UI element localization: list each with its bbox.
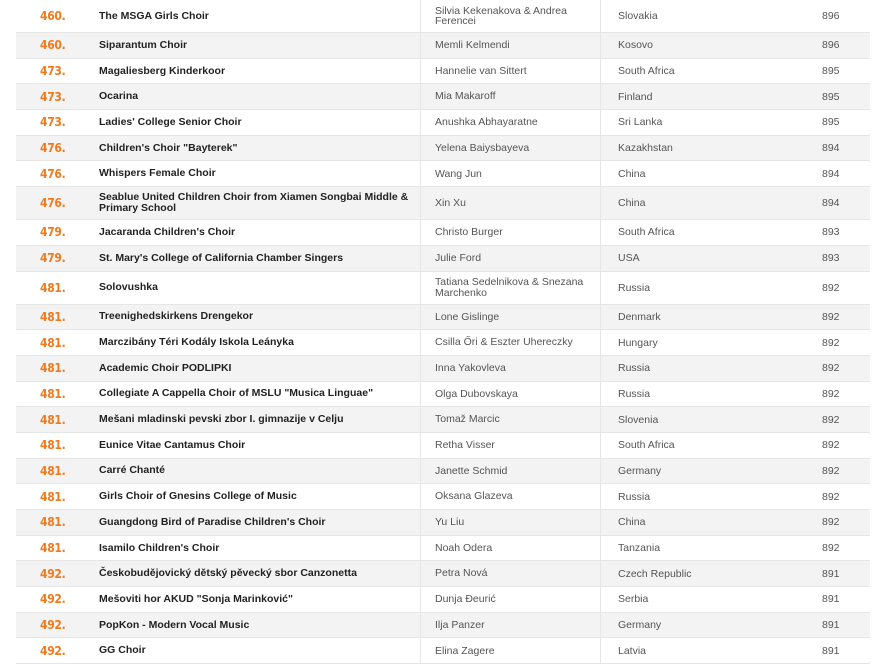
column-divider [600, 84, 601, 109]
table-row [16, 0, 870, 33]
score-cell: 896 [822, 10, 840, 22]
column-divider [420, 84, 421, 109]
column-divider [420, 587, 421, 612]
choir-name-cell: GG Choir [99, 644, 146, 657]
column-divider [600, 136, 601, 161]
choir-name-cell: Marczibány Téri Kodály Iskola Leányka [99, 336, 294, 349]
country-cell: Serbia [618, 593, 649, 606]
column-divider [600, 638, 601, 663]
conductor-cell: Memli Kelmendi [435, 39, 510, 52]
rank-cell: 473. [40, 89, 66, 104]
column-divider [600, 161, 601, 186]
choir-name-cell: Carré Chanté [99, 464, 165, 477]
ranking-table [16, 0, 870, 664]
score-cell: 895 [822, 65, 840, 78]
table-row [16, 587, 870, 613]
column-divider [600, 33, 601, 58]
column-divider [420, 0, 421, 32]
conductor-cell: Julie Ford [435, 251, 482, 264]
column-divider [420, 613, 421, 638]
table-row [16, 433, 870, 459]
score-cell: 892 [822, 387, 840, 400]
country-cell: Russia [618, 281, 651, 294]
conductor-cell: Xin Xu [435, 196, 466, 209]
rank-cell: 476. [40, 196, 66, 211]
country-cell: China [618, 516, 646, 529]
score-cell: 892 [822, 310, 840, 323]
score-cell: 895 [822, 90, 840, 103]
column-divider [600, 407, 601, 432]
choir-name-cell: Seablue United Children Choir from Xiamen Songbai Middle & Primary School [99, 191, 409, 215]
rank-cell: 492. [40, 618, 66, 633]
column-divider [600, 510, 601, 535]
column-divider [420, 407, 421, 432]
column-divider [420, 110, 421, 135]
column-divider [600, 356, 601, 381]
column-divider [600, 561, 601, 586]
country-cell: Czech Republic [618, 567, 692, 580]
score-cell: 891 [822, 644, 840, 657]
score-cell: 892 [822, 413, 840, 426]
conductor-cell: Ilja Panzer [435, 618, 485, 631]
table-row [16, 220, 870, 246]
rank-cell: 481. [40, 386, 66, 401]
country-cell: South Africa [618, 65, 675, 78]
rank-cell: 481. [40, 309, 66, 324]
choir-name-cell: Magaliesberg Kinderkoor [99, 64, 226, 77]
rank-cell: 481. [40, 361, 66, 376]
column-divider [420, 356, 421, 381]
rank-cell: 481. [40, 438, 66, 453]
choir-name-cell: Eunice Vitae Cantamus Choir [99, 438, 246, 451]
rank-cell: 492. [40, 566, 66, 581]
score-cell: 893 [822, 252, 840, 265]
rank-cell: 473. [40, 64, 66, 79]
column-divider [420, 484, 421, 509]
country-cell: Slovenia [618, 413, 659, 426]
score-cell: 894 [822, 167, 840, 180]
score-cell: 892 [822, 516, 840, 529]
rank-cell: 460. [40, 38, 66, 53]
table-row [16, 356, 870, 382]
score-cell: 892 [822, 281, 840, 294]
conductor-cell: Olga Dubovskaya [435, 387, 518, 400]
conductor-cell: Silvia Kekenakova & Andrea Ferencei [435, 4, 567, 27]
country-cell: Latvia [618, 644, 647, 657]
conductor-cell: Retha Visser [435, 439, 495, 452]
rank-cell: 481. [40, 541, 66, 556]
country-cell: Finland [618, 90, 653, 103]
country-cell: China [618, 167, 646, 180]
conductor-cell: Noah Odera [435, 541, 493, 554]
choir-name-cell: Siparantum Choir [99, 38, 188, 51]
table-row [16, 305, 870, 331]
rank-cell: 492. [40, 592, 66, 607]
rank-cell: 479. [40, 251, 66, 266]
table-row [16, 459, 870, 485]
table-row [16, 382, 870, 408]
column-divider [600, 459, 601, 484]
table-row [16, 187, 870, 220]
column-divider [600, 382, 601, 407]
conductor-cell: Dunja Đeurić [435, 593, 496, 606]
column-divider [420, 161, 421, 186]
score-cell: 895 [822, 116, 840, 129]
country-cell: Hungary [618, 336, 658, 349]
country-cell: Kazakhstan [618, 142, 673, 155]
score-cell: 894 [822, 142, 840, 155]
table-row [16, 613, 870, 639]
column-divider [420, 59, 421, 84]
country-cell: Russia [618, 490, 651, 503]
score-cell: 892 [822, 542, 840, 555]
column-divider [420, 382, 421, 407]
choir-name-cell: St. Mary's College of California Chamber Singers [99, 251, 344, 264]
choir-name-cell: Solovushka [99, 281, 158, 293]
table-row [16, 33, 870, 59]
column-divider [600, 536, 601, 561]
table-row [16, 330, 870, 356]
country-cell: South Africa [618, 226, 675, 239]
column-divider [600, 59, 601, 84]
column-divider [420, 187, 421, 219]
column-divider [600, 220, 601, 245]
conductor-cell: Janette Schmid [435, 464, 508, 477]
conductor-cell: Csilla Őri & Eszter Uhereczky [435, 336, 573, 349]
conductor-cell: Yelena Baiysbayeva [435, 141, 530, 154]
table-row [16, 407, 870, 433]
table-row [16, 484, 870, 510]
choir-name-cell: Ladies' College Senior Choir [99, 115, 242, 128]
table-row [16, 136, 870, 162]
column-divider [420, 536, 421, 561]
conductor-cell: Tomaž Marcic [435, 413, 500, 426]
conductor-cell: Christo Burger [435, 226, 503, 239]
rank-cell: 481. [40, 515, 66, 530]
choir-name-cell: Collegiate A Cappella Choir of MSLU "Musica Linguae" [99, 387, 374, 400]
choir-name-cell: PopKon - Modern Vocal Music [99, 618, 250, 631]
column-divider [420, 272, 421, 304]
column-divider [600, 0, 601, 32]
rank-cell: 481. [40, 335, 66, 350]
column-divider [420, 330, 421, 355]
table-row [16, 638, 870, 664]
conductor-cell: Inna Yakovleva [435, 361, 506, 374]
score-cell: 891 [822, 593, 840, 606]
table-row [16, 161, 870, 187]
column-divider [600, 484, 601, 509]
conductor-cell: Mia Makaroff [435, 90, 496, 103]
rank-cell: 481. [40, 412, 66, 427]
score-cell: 893 [822, 226, 840, 239]
conductor-cell: Petra Nová [435, 567, 488, 580]
score-cell: 892 [822, 362, 840, 375]
choir-name-cell: Isamilo Children's Choir [99, 541, 220, 554]
choir-name-cell: Českobudějovický dětský pěvecký sbor Canzonetta [99, 567, 357, 580]
column-divider [420, 305, 421, 330]
column-divider [420, 433, 421, 458]
choir-name-cell: Academic Choir PODLIPKI [99, 361, 232, 374]
column-divider [420, 510, 421, 535]
column-divider [600, 187, 601, 219]
score-cell: 891 [822, 567, 840, 580]
rank-cell: 481. [40, 463, 66, 478]
country-cell: Slovakia [618, 10, 658, 22]
country-cell: Tanzania [618, 542, 661, 555]
rank-cell: 479. [40, 225, 66, 240]
score-cell: 892 [822, 490, 840, 503]
table-row [16, 510, 870, 536]
choir-name-cell: Whispers Female Choir [99, 167, 216, 180]
rank-cell: 460. [40, 9, 66, 23]
country-cell: South Africa [618, 439, 675, 452]
rank-cell: 481. [40, 489, 66, 504]
table-row [16, 246, 870, 272]
column-divider [420, 33, 421, 58]
choir-name-cell: Children's Choir "Bayterek" [99, 141, 238, 154]
column-divider [420, 136, 421, 161]
column-divider [420, 459, 421, 484]
column-divider [600, 272, 601, 304]
column-divider [420, 246, 421, 271]
score-cell: 892 [822, 336, 840, 349]
table-row [16, 561, 870, 587]
country-cell: Russia [618, 387, 651, 400]
choir-name-cell: Ocarina [99, 90, 139, 103]
column-divider [600, 433, 601, 458]
conductor-cell: Yu Liu [435, 516, 465, 529]
choir-name-cell: Guangdong Bird of Paradise Children's Choir [99, 515, 326, 528]
conductor-cell: Elina Zagere [435, 644, 495, 657]
country-cell: Kosovo [618, 39, 654, 52]
country-cell: Germany [618, 619, 662, 632]
country-cell: Germany [618, 464, 662, 477]
choir-name-cell: Jacaranda Children's Choir [99, 225, 236, 238]
choir-name-cell: Treenighedskirkens Drengekor [99, 310, 254, 323]
conductor-cell: Wang Jun [435, 167, 482, 180]
score-cell: 891 [822, 619, 840, 632]
country-cell: Denmark [618, 310, 661, 323]
column-divider [600, 246, 601, 271]
column-divider [420, 220, 421, 245]
conductor-cell: Lone Gislinge [435, 310, 500, 323]
rank-cell: 492. [40, 643, 66, 658]
table-row [16, 59, 870, 85]
choir-name-cell: Girls Choir of Gnesins College of Music [99, 490, 297, 503]
rank-cell: 473. [40, 115, 66, 130]
conductor-cell: Tatiana Sedelnikova & Snezana Marchenko [435, 276, 584, 299]
country-cell: China [618, 197, 646, 210]
score-cell: 892 [822, 439, 840, 452]
table-row [16, 536, 870, 562]
conductor-cell: Hannelie van Sittert [435, 64, 527, 77]
country-cell: Russia [618, 362, 651, 375]
table-row [16, 272, 870, 305]
country-cell: Sri Lanka [618, 116, 663, 129]
column-divider [420, 638, 421, 663]
conductor-cell: Oksana Glazeva [435, 490, 513, 503]
choir-name-cell: Mešani mladinski pevski zbor I. gimnazije v Celju [99, 413, 344, 426]
score-cell: 892 [822, 464, 840, 477]
column-divider [600, 613, 601, 638]
column-divider [600, 305, 601, 330]
column-divider [600, 110, 601, 135]
score-cell: 896 [822, 39, 840, 52]
choir-name-cell: Mešoviti hor AKUD "Sonja Marinković" [99, 592, 293, 605]
column-divider [420, 561, 421, 586]
country-cell: USA [618, 252, 640, 265]
conductor-cell: Anushka Abhayaratne [435, 116, 538, 129]
column-divider [600, 587, 601, 612]
rank-cell: 481. [40, 280, 66, 295]
table-row [16, 110, 870, 136]
column-divider [600, 330, 601, 355]
table-row [16, 84, 870, 110]
choir-name-cell: The MSGA Girls Choir [99, 9, 209, 22]
rank-cell: 476. [40, 141, 66, 156]
rank-cell: 476. [40, 166, 66, 181]
score-cell: 894 [822, 197, 840, 210]
